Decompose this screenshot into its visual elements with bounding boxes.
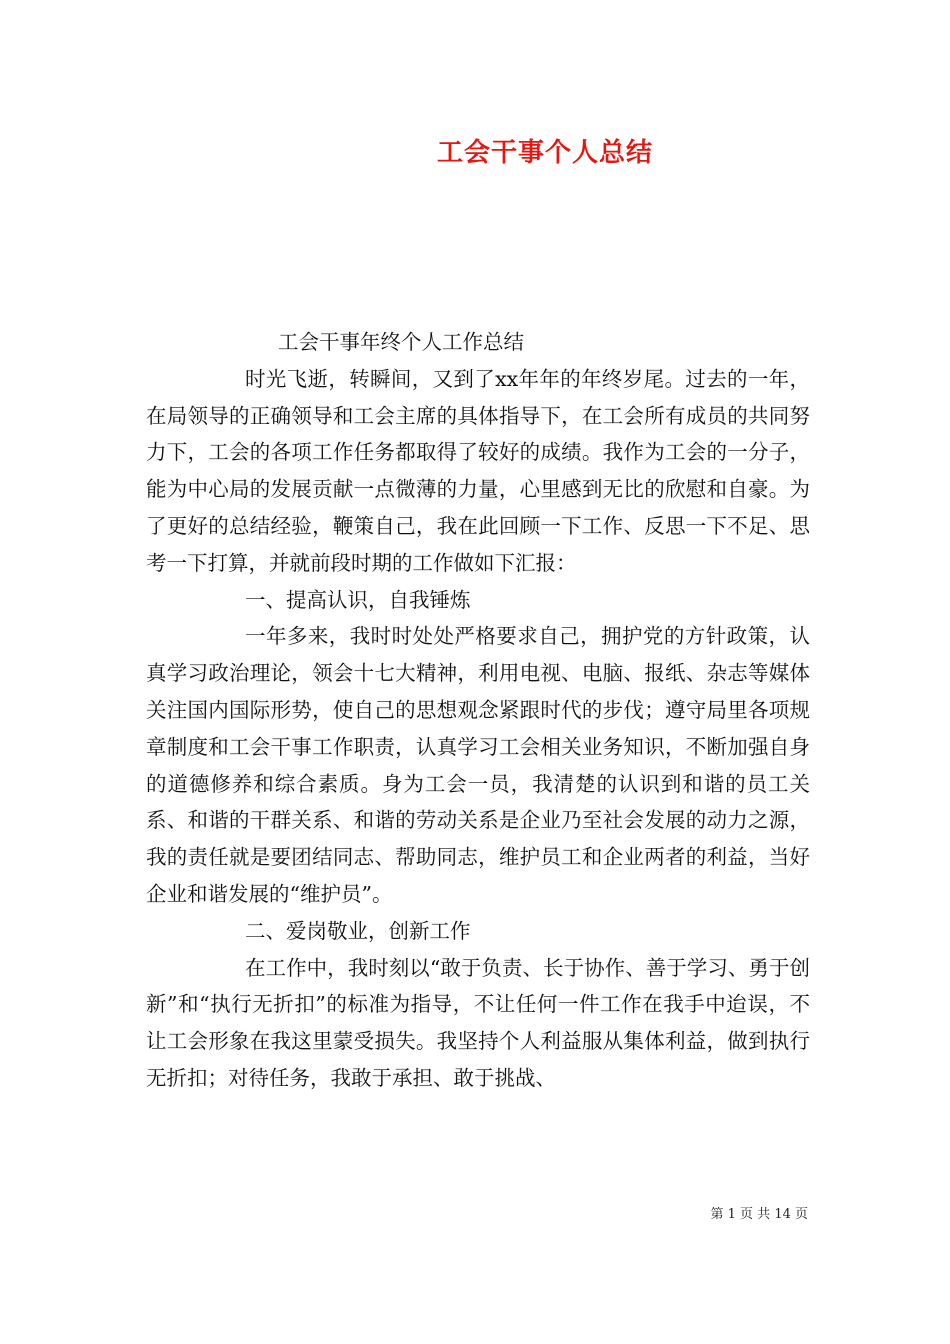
- section-heading-2: 二、爱岗敬业，创新工作: [245, 918, 471, 943]
- document-subtitle: 工会干事年终个人工作总结: [278, 330, 524, 354]
- section-paragraph-2: 在工作中，我时刻以“敢于负责、长于协作、善于学习、勇于创新”和“执行无折扣”的标准为指导，不让任何一件工作在我手中迨误，不让工会形象在我这里蒙受损失。我坚持个人利益服从集体利益，做到执行无折扣；对待任务，我敢于承担、敢于挑战、: [146, 955, 810, 1090]
- section-heading-1: 一、提高认识，自我锤炼: [245, 587, 471, 612]
- section-paragraph-1: 一年多来，我时时处处严格要求自己，拥护党的方针政策，认真学习政治理论，领会十七大精神，利用电视、电脑、报纸、杂志等媒体关注国内国际形势，使自己的思想观念紧跟时代的步伐；遵守局里各项规章制度和工会干事工作职责，认真学习工会相关业务知识，不断加强自身的道德修养和综合素质。身为工会一员，我清楚的认识到和谐的员工关系、和谐的干群关系、和谐的劳动关系是企业乃至社会发展的动力之源，我的责任就是要团结同志、帮助同志，维护员工和企业两者的利益，当好企业和谐发展的“维护员”。: [146, 624, 810, 906]
- page-number-footer: 第 1 页 共 14 页: [710, 1207, 808, 1222]
- intro-paragraph: 时光飞逝，转瞬间，又到了xx年年的年终岁尾。过去的一年，在局领导的正确领导和工会主席的具体指导下，在工会所有成员的共同努力下，工会的各项工作任务都取得了较好的成绩。我作为工会的一分子，能为中心局的发展贡献一点微薄的力量，心里感到无比的欣慰和自豪。为了更好的总结经验，鞭策自己，我在此回顾一下工作、反思一下不足、思考一下打算，并就前段时期的工作做如下汇报：: [146, 366, 810, 575]
- document-body: [146, 324, 810, 1097]
- page-title: 工会干事个人总结: [436, 138, 653, 168]
